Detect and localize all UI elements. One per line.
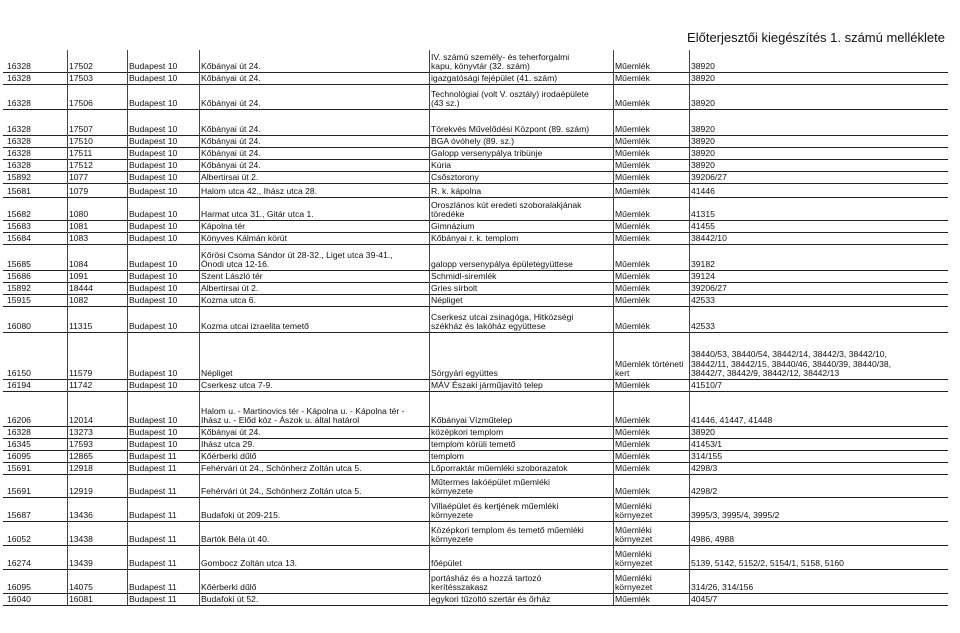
cell-address: Kozma utca 6.: [201, 295, 256, 306]
cell-parcel-id: 15915: [7, 295, 31, 306]
cell-district: Budapest 10: [129, 61, 178, 72]
cell-address: Halom utca 42., Ihász utca 28.: [201, 186, 318, 197]
table-row: [3, 221, 948, 233]
cell-address: Kápolna tér: [201, 221, 245, 232]
cell-protection-type: Műemlék: [615, 380, 650, 391]
cell-item-id: 12919: [69, 486, 93, 497]
cell-building-name: Kőbányai Vízműtelep: [431, 415, 513, 426]
cell-district: Budapest 11: [129, 558, 177, 569]
table-row: [3, 392, 948, 427]
cell-address: Kőérberki dűlő: [201, 582, 257, 593]
cell-building-name: templom körüli temető: [431, 439, 516, 450]
cell-parcel-id: 15681: [7, 186, 31, 197]
cell-lot-number: 38920: [691, 73, 715, 84]
table-row: [3, 522, 948, 546]
table-row: [3, 245, 948, 271]
cell-protection-type: Műemlék: [615, 124, 650, 135]
cell-address: Könyves Kálmán körút: [201, 233, 287, 244]
cell-building-name: Galopp versenypálya tribünje: [431, 148, 543, 159]
cell-lot-number: 41446: [691, 186, 715, 197]
cell-parcel-id: 16328: [7, 124, 31, 135]
cell-item-id: 16081: [69, 594, 93, 605]
cell-lot-number: 38920: [691, 124, 715, 135]
cell-protection-type: Műemlék: [615, 415, 650, 426]
cell-parcel-id: 16052: [7, 534, 31, 545]
cell-parcel-id: 16328: [7, 136, 31, 147]
table-row: [3, 73, 948, 85]
cell-district: Budapest 10: [129, 368, 178, 379]
cell-item-id: 14075: [69, 582, 93, 593]
cell-district: Budapest 10: [129, 415, 178, 426]
cell-address: Kőbányai út 24.: [201, 427, 261, 438]
table-row: [3, 333, 948, 380]
cell-address: Kőérberki dűlő: [201, 451, 257, 462]
cell-district: Budapest 10: [129, 259, 178, 270]
cell-building-name: Műtermes lakóépület műemléki környezete: [431, 476, 550, 497]
cell-protection-type: Műemlék: [615, 136, 650, 147]
cell-address: Ihász utca 29.: [201, 439, 255, 450]
cell-district: Budapest 10: [129, 380, 178, 391]
table-row: [3, 160, 948, 172]
cell-address: Kozma utcai izraelita temető: [201, 321, 309, 332]
table-row: [3, 594, 948, 606]
cell-district: Budapest 11: [129, 486, 177, 497]
cell-protection-type: Műemlék: [615, 209, 650, 220]
cell-address: Népliget: [201, 368, 233, 379]
cell-address: Budafoki út 209-215.: [201, 510, 281, 521]
cell-building-name: egykori tűzoltó szertár és őrház: [431, 594, 551, 605]
cell-protection-type: Műemlék: [615, 233, 650, 244]
cell-protection-type: Műemléki környezet: [615, 572, 653, 593]
cell-item-id: 17511: [69, 148, 93, 159]
table-row: [3, 50, 948, 73]
table-row: [3, 427, 948, 439]
cell-district: Budapest 10: [129, 271, 178, 282]
cell-item-id: 17510: [69, 136, 93, 147]
cell-district: Budapest 10: [129, 172, 178, 183]
cell-lot-number: 41453/1: [691, 439, 723, 450]
cell-building-name: Kőbányai r. k. templom: [431, 233, 519, 244]
cell-parcel-id: 15685: [7, 259, 31, 270]
cell-building-name: R. k. kápolna: [431, 186, 482, 197]
cell-lot-number: 3995/3, 3995/4, 3995/2: [691, 510, 780, 521]
cell-address: Gombocz Zoltán utca 13.: [201, 558, 298, 569]
cell-parcel-id: 16040: [7, 594, 31, 605]
cell-building-name: Csősztorony: [431, 172, 479, 183]
cell-building-name: Gries sírbolt: [431, 283, 478, 294]
cell-item-id: 12014: [69, 415, 93, 426]
cell-parcel-id: 16194: [7, 380, 31, 391]
cell-item-id: 17506: [69, 98, 93, 109]
cell-address: Kőbányai út 24.: [201, 98, 261, 109]
cell-protection-type: Műemlék: [615, 61, 650, 72]
cell-address: Kőrösi Csoma Sándor út 28-32., Liget utca 39-41., Ónodi utca 12-16.: [201, 249, 393, 270]
cell-item-id: 11742: [69, 380, 93, 391]
cell-building-name: Schmidl-siremlék: [431, 271, 497, 282]
table-row: [3, 475, 948, 498]
cell-building-name: Kúria: [431, 160, 452, 171]
cell-lot-number: 38920: [691, 427, 715, 438]
cell-protection-type: Műemlék történeti kert: [615, 358, 684, 379]
cell-lot-number: 38920: [691, 61, 715, 72]
cell-protection-type: Műemlék: [615, 283, 650, 294]
cell-lot-number: 42533: [691, 295, 715, 306]
table-row: [3, 463, 948, 475]
cell-protection-type: Műemlék: [615, 98, 650, 109]
cell-parcel-id: 15682: [7, 209, 31, 220]
cell-parcel-id: 15892: [7, 172, 31, 183]
cell-protection-type: Műemlék: [615, 463, 650, 474]
cell-address: Cserkesz utca 7-9.: [201, 380, 273, 391]
cell-district: Budapest 11: [129, 582, 177, 593]
cell-item-id: 1081: [69, 221, 89, 232]
cell-district: Budapest 11: [129, 451, 177, 462]
cell-lot-number: 39206/27: [691, 172, 727, 183]
table-row: [3, 184, 948, 198]
cell-district: Budapest 11: [129, 463, 177, 474]
cell-parcel-id: 16328: [7, 73, 31, 84]
table-row: [3, 136, 948, 148]
cell-item-id: 1079: [69, 186, 89, 197]
cell-item-id: 17512: [69, 160, 93, 171]
cell-item-id: 1084: [69, 259, 89, 270]
cell-protection-type: Műemlék: [615, 172, 650, 183]
cell-parcel-id: 15687: [7, 510, 31, 521]
cell-district: Budapest 10: [129, 98, 178, 109]
cell-building-name: templom: [431, 451, 464, 462]
cell-building-name: IV. számú személy- és teherforgalmi kapu, könyvtár (32. szám): [431, 51, 570, 72]
cell-building-name: Népliget: [431, 295, 463, 306]
cell-item-id: 17593: [69, 439, 93, 450]
cell-item-id: 1082: [69, 295, 89, 306]
cell-building-name: galopp versenypálya épületegyüttese: [431, 259, 573, 270]
cell-building-name: Villaépület és kertjének műemléki környezete: [431, 500, 559, 521]
cell-item-id: 1080: [69, 209, 89, 220]
cell-lot-number: 41455: [691, 221, 715, 232]
cell-lot-number: 41315: [691, 209, 715, 220]
cell-parcel-id: 15691: [7, 486, 31, 497]
cell-building-name: Sörgyári együttes: [431, 368, 498, 379]
column-divider: [199, 50, 200, 606]
cell-item-id: 17507: [69, 124, 93, 135]
table-row: [3, 233, 948, 245]
cell-building-name: MÁV Északi járműjavító telep: [431, 380, 543, 391]
cell-building-name: BGA óvóhely (89. sz.): [431, 136, 515, 147]
table-row: [3, 198, 948, 221]
cell-parcel-id: 15691: [7, 463, 31, 474]
cell-lot-number: 39124: [691, 271, 715, 282]
cell-address: Kőbányai út 24.: [201, 124, 261, 135]
column-divider: [689, 50, 690, 606]
cell-district: Budapest 10: [129, 321, 178, 332]
cell-protection-type: Műemlék: [615, 321, 650, 332]
cell-lot-number: 314/26, 314/156: [691, 582, 754, 593]
cell-district: Budapest 10: [129, 73, 178, 84]
cell-building-name: Törekvés Művelődési Központ (89. szám): [431, 124, 590, 135]
cell-address: Fehérvári út 24., Schönherz Zoltán utca 5.: [201, 463, 362, 474]
cell-lot-number: 38440/53, 38440/54, 38442/14, 38442/3, 38442/10, 38442/11, 38442/15, 38440/46, 38440/39, 38440/38, 38442/7, 38442/9, 38442/12, 38442/13: [691, 349, 892, 379]
cell-address: Kőbányai út 24.: [201, 148, 261, 159]
cell-lot-number: 38920: [691, 160, 715, 171]
table-row: [3, 439, 948, 451]
table-row: [3, 85, 948, 110]
cell-lot-number: 38442/10: [691, 233, 727, 244]
cell-district: Budapest 10: [129, 283, 178, 294]
cell-parcel-id: 15683: [7, 221, 31, 232]
document-header-note: Előterjesztői kiegészítés 1. számú melléklete: [687, 30, 945, 45]
cell-item-id: 17502: [69, 61, 93, 72]
cell-parcel-id: 15686: [7, 271, 31, 282]
cell-district: Budapest 10: [129, 209, 178, 220]
cell-parcel-id: 16328: [7, 61, 31, 72]
cell-parcel-id: 16150: [7, 368, 31, 379]
cell-building-name: Középkori templom és temető műemléki környezete: [431, 524, 584, 545]
cell-lot-number: 4045/7: [691, 594, 718, 605]
cell-address: Szent László tér: [201, 271, 263, 282]
cell-building-name: Oroszlános kút eredeti szoboralakjának töredéke: [431, 199, 582, 220]
cell-lot-number: 4986, 4988: [691, 534, 735, 545]
cell-parcel-id: 16080: [7, 321, 31, 332]
cell-item-id: 1083: [69, 233, 89, 244]
cell-parcel-id: 16328: [7, 160, 31, 171]
table-row: [3, 283, 948, 295]
cell-parcel-id: 15684: [7, 233, 31, 244]
column-divider: [429, 50, 430, 606]
table-row: [3, 546, 948, 570]
cell-item-id: 13273: [69, 427, 93, 438]
table-row: [3, 271, 948, 283]
cell-district: Budapest 10: [129, 160, 178, 171]
cell-parcel-id: 16345: [7, 439, 31, 450]
cell-lot-number: 41510/7: [691, 380, 723, 391]
cell-address: Kőbányai út 24.: [201, 136, 261, 147]
monument-table: [3, 50, 948, 606]
cell-protection-type: Műemlék: [615, 73, 650, 84]
cell-district: Budapest 10: [129, 148, 178, 159]
cell-protection-type: Műemlék: [615, 186, 650, 197]
cell-lot-number: 4298/2: [691, 486, 718, 497]
cell-lot-number: 4298/3: [691, 463, 718, 474]
cell-lot-number: 41446, 41447, 41448: [691, 415, 773, 426]
column-divider: [67, 50, 68, 606]
table-row: [3, 380, 948, 392]
cell-parcel-id: 16206: [7, 415, 31, 426]
cell-item-id: 11579: [69, 368, 93, 379]
cell-parcel-id: 16095: [7, 451, 31, 462]
cell-district: Budapest 11: [129, 594, 177, 605]
table-row: [3, 498, 948, 522]
cell-parcel-id: 16095: [7, 582, 31, 593]
cell-parcel-id: 16328: [7, 98, 31, 109]
cell-lot-number: 38920: [691, 98, 715, 109]
cell-protection-type: Műemlék: [615, 427, 650, 438]
cell-building-name: portásház és a hozzá tartozó kerítésszakasz: [431, 572, 542, 593]
cell-district: Budapest 10: [129, 221, 178, 232]
cell-item-id: 13439: [69, 558, 93, 569]
cell-protection-type: Műemlék: [615, 259, 650, 270]
cell-district: Budapest 10: [129, 124, 178, 135]
cell-address: Kőbányai út 24.: [201, 61, 261, 72]
cell-building-name: Technológiai (volt V. osztály) irodaépülete (43 sz.): [431, 88, 589, 109]
cell-district: Budapest 10: [129, 233, 178, 244]
cell-protection-type: Műemlék: [615, 486, 650, 497]
cell-item-id: 1091: [69, 271, 89, 282]
cell-building-name: Cserkesz utcai zsinagóga, Hitközségi székház és lakóház együttese: [431, 311, 574, 332]
cell-protection-type: Műemlék: [615, 148, 650, 159]
cell-protection-type: Műemlék: [615, 451, 650, 462]
column-divider: [613, 50, 614, 606]
cell-district: Budapest 11: [129, 534, 177, 545]
cell-item-id: 17503: [69, 73, 93, 84]
cell-address: Harmat utca 31., Gitár utca 1.: [201, 209, 314, 220]
cell-protection-type: Műemléki környezet: [615, 524, 653, 545]
cell-item-id: 12918: [69, 463, 93, 474]
cell-item-id: 13438: [69, 534, 93, 545]
cell-building-name: Lőporraktár műemléki szoborazatok: [431, 463, 568, 474]
cell-protection-type: Műemlék: [615, 439, 650, 450]
cell-lot-number: 314/155: [691, 451, 723, 462]
table-row: [3, 307, 948, 333]
table-row: [3, 110, 948, 136]
table-row: [3, 451, 948, 463]
cell-lot-number: 38920: [691, 136, 715, 147]
cell-building-name: Gimnázium: [431, 221, 475, 232]
cell-lot-number: 39206/27: [691, 283, 727, 294]
cell-district: Budapest 11: [129, 510, 177, 521]
cell-address: Bartók Béla út 40.: [201, 534, 270, 545]
cell-protection-type: Műemléki környezet: [615, 500, 653, 521]
cell-address: Budafoki út 52.: [201, 594, 259, 605]
cell-building-name: középkori templom: [431, 427, 504, 438]
cell-district: Budapest 10: [129, 136, 178, 147]
cell-parcel-id: 16328: [7, 148, 31, 159]
cell-parcel-id: 15892: [7, 283, 31, 294]
cell-item-id: 11315: [69, 321, 93, 332]
table-row: [3, 148, 948, 160]
cell-district: Budapest 10: [129, 295, 178, 306]
cell-item-id: 13436: [69, 510, 93, 521]
column-divider: [127, 50, 128, 606]
cell-protection-type: Műemlék: [615, 295, 650, 306]
cell-address: Kőbányai út 24.: [201, 73, 261, 84]
cell-building-name: igazgatósági fejépület (41. szám): [431, 73, 558, 84]
cell-district: Budapest 10: [129, 427, 178, 438]
cell-address: Kőbányai út 24.: [201, 160, 261, 171]
cell-protection-type: Műemlék: [615, 594, 650, 605]
cell-lot-number: 39182: [691, 259, 715, 270]
cell-building-name: főépület: [431, 558, 462, 569]
cell-address: Albertirsai út 2.: [201, 283, 259, 294]
cell-parcel-id: 16274: [7, 558, 31, 569]
cell-item-id: 18444: [69, 283, 93, 294]
cell-protection-type: Műemléki környezet: [615, 548, 653, 569]
cell-district: Budapest 10: [129, 439, 178, 450]
cell-lot-number: 5139, 5142, 5152/2, 5154/1, 5158, 5160: [691, 558, 844, 569]
cell-protection-type: Műemlék: [615, 271, 650, 282]
cell-item-id: 12865: [69, 451, 93, 462]
cell-address: Halom u. - Martinovics tér - Kápolna u. - Kápolna tér - Ihász u. - Előd köz - Ászok u. által határol: [201, 405, 405, 426]
table-row: [3, 295, 948, 307]
cell-address: Fehérvári út 24., Schönherz Zoltán utca 5.: [201, 486, 362, 497]
table-row: [3, 570, 948, 594]
cell-lot-number: 38920: [691, 148, 715, 159]
cell-protection-type: Műemlék: [615, 221, 650, 232]
cell-parcel-id: 16328: [7, 427, 31, 438]
cell-address: Albertirsai út 2.: [201, 172, 259, 183]
cell-protection-type: Műemlék: [615, 160, 650, 171]
table-row: [3, 172, 948, 184]
cell-item-id: 1077: [69, 172, 89, 183]
cell-lot-number: 42533: [691, 321, 715, 332]
cell-district: Budapest 10: [129, 186, 178, 197]
